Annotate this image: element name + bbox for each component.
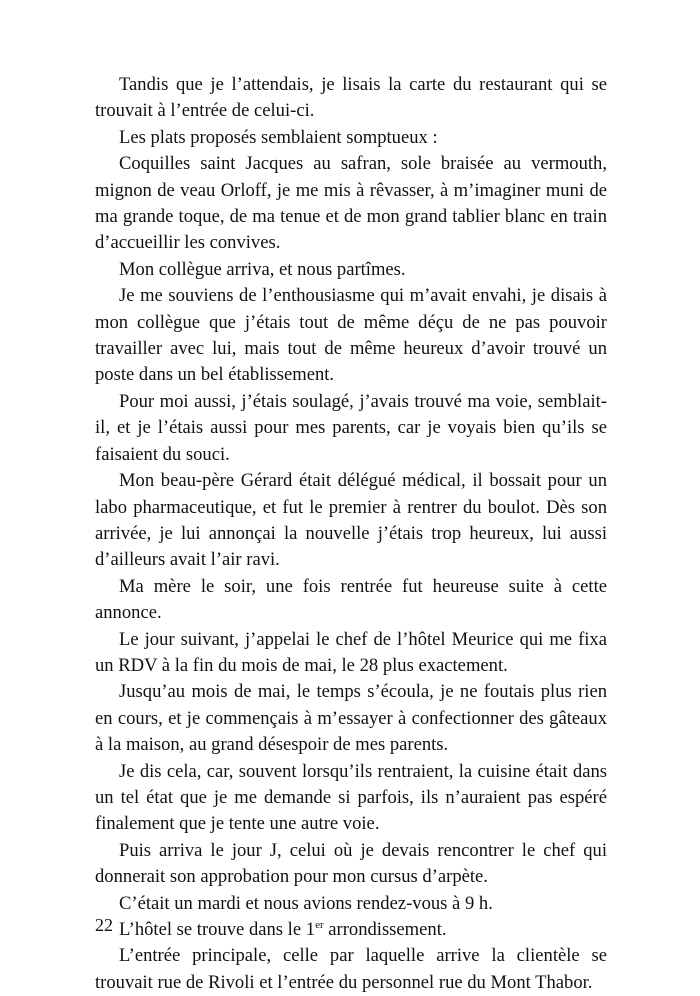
paragraph-11: Je dis cela, car, souvent lorsqu’ils rentraient, la cuisine était dans un tel état que je me demande si parfois, ils n’auraient pas espéré finalement que je tente une autre voie. — [95, 760, 607, 835]
paragraph-4: Mon collègue arriva, et nous partîmes. — [119, 258, 406, 280]
paragraph-5: Je me souviens de l’enthousiasme qui m’avait envahi, je disais à mon collègue que j’étais tout de même déçu de ne pas pouvoir travailler avec lui, mais tout de même heureux d’avoir trouvé un poste dans un bel établissement. — [95, 285, 607, 386]
arrondissement-text-before: L’hôtel se trouve dans le 1 — [119, 919, 316, 940]
paragraph-arrondissement — [95, 917, 607, 943]
paragraph-13: C’était un mardi et nous avions rendez-vous à 9 h. — [119, 892, 493, 914]
paragraph-9: Le jour suivant, j’appelai le chef de l’hôtel Meurice qui me fixa un RDV à la fin du mois de mai, le 28 plus exactement. — [95, 628, 607, 676]
paragraph-10: Jusqu’au mois de mai, le temps s’écoula, je ne foutais plus rien en cours, et je commençais à m’essayer à confectionner des gâteaux à la maison, au grand désespoir de mes parents. — [95, 681, 607, 756]
arrondissement-superscript: er — [315, 919, 324, 931]
paragraph-7: Mon beau-père Gérard était délégué médical, il bossait pour un labo pharmaceutique, et fut le premier à rentrer du boulot. Dès son arrivée, je lui annonçai la nouvelle j’étais trop heureux, lui aussi d’ailleurs avait l’air ravi. — [95, 470, 607, 571]
paragraph-12: Puis arriva le jour J, celui où je devais rencontrer le chef qui donnerait son approbation pour mon cursus d’arpète. — [95, 839, 607, 888]
page-number: 22 — [95, 915, 113, 935]
paragraph-3: Coquilles saint Jacques au safran, sole braisée au vermouth, mignon de veau Orloff, je me mis à rêvasser, à m’imaginer muni de ma grande toque, de ma tenue et de mon grand tablier blanc en train d’accueillir les convives. — [95, 153, 607, 254]
arrondissement-text-after: arrondissement. — [323, 919, 447, 940]
paragraph-8: Ma mère le soir, une fois rentrée fut heureuse suite à cette annonce. — [95, 575, 607, 624]
paragraph-6: Pour moi aussi, j’étais soulagé, j’avais trouvé ma voie, semblait-il, et je l’étais aussi pour mes parents, car je voyais bien qu’ils se faisaient du souci. — [95, 390, 607, 465]
page-body — [95, 72, 607, 996]
paragraph-2: Les plats proposés semblaient somptueux : — [119, 126, 438, 148]
paragraph-1: Tandis que je l’attendais, je lisais la carte du restaurant qui se trouvait à l’entrée de celui-ci. — [95, 74, 607, 122]
paragraph-final: L’entrée principale, celle par laquelle arrive la clientèle se trouvait rue de Rivoli et l’entrée du personnel rue du Mont Thabor. — [95, 945, 607, 993]
